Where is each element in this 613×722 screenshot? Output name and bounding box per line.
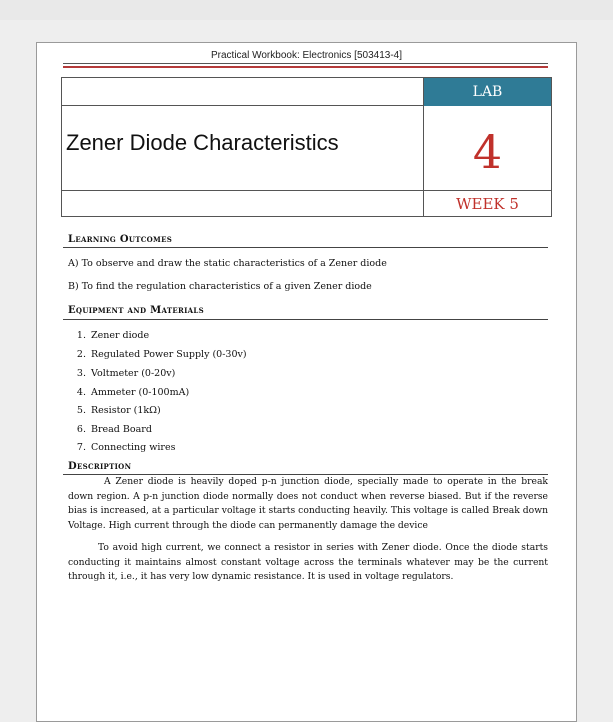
running-header: Practical Workbook: Electronics [503413-4] (210, 50, 402, 61)
list-item: 2. Regulated Power Supply (0-30v) (76, 349, 247, 360)
description-heading: Description (68, 461, 132, 472)
equipment-rule (63, 319, 548, 320)
week-label: WEEK 5 (456, 195, 519, 213)
page-title: Zener Diode Characteristics (66, 130, 339, 155)
equipment-heading: Equipment and Materials (68, 305, 204, 316)
lab-number: 4 (472, 125, 503, 179)
outcome-b: B) To find the regulation characteristics of a given Zener diode (68, 281, 372, 292)
header-rule (63, 63, 548, 64)
list-item: 4. Ammeter (0-100mA) (76, 387, 190, 398)
learning-outcomes-heading: Learning Outcomes (68, 234, 173, 245)
document-page (36, 42, 577, 722)
lab-label: LAB (424, 78, 551, 106)
list-item: 1. Zener diode (76, 330, 150, 341)
list-item: 5. Resistor (1kΩ) (76, 405, 161, 416)
title-block-top-row-line (62, 105, 423, 106)
description-paragraph-2: To avoid high current, we connect a resistor in series with Zener diode. Once the diode starts conducting it maintains almost constant voltage across the terminals whatever may be the current through it, i.e., it has very low dynamic resistance. It is used in voltage regulators. (68, 542, 548, 583)
outcome-a: A) To observe and draw the static characteristics of a Zener diode (68, 258, 387, 269)
list-item: 7. Connecting wires (76, 442, 176, 453)
header-accent-rule (63, 66, 548, 68)
description-paragraph-1: A Zener diode is heavily doped p-n junction diode, specially made to operate in the break down region. A p-n junction diode normally does not conduct when reverse biased. But if the reverse bias is increased, at a particular voltage it starts conducting heavily. This voltage is called Break down Voltage. High current through the diode can permanently damage the device (68, 476, 548, 532)
title-block (61, 77, 552, 217)
learning-outcomes-rule (63, 247, 548, 248)
viewer-top-strip (0, 0, 613, 20)
list-item: 6. Bread Board (76, 424, 152, 435)
list-item: 3. Voltmeter (0-20v) (76, 368, 176, 379)
